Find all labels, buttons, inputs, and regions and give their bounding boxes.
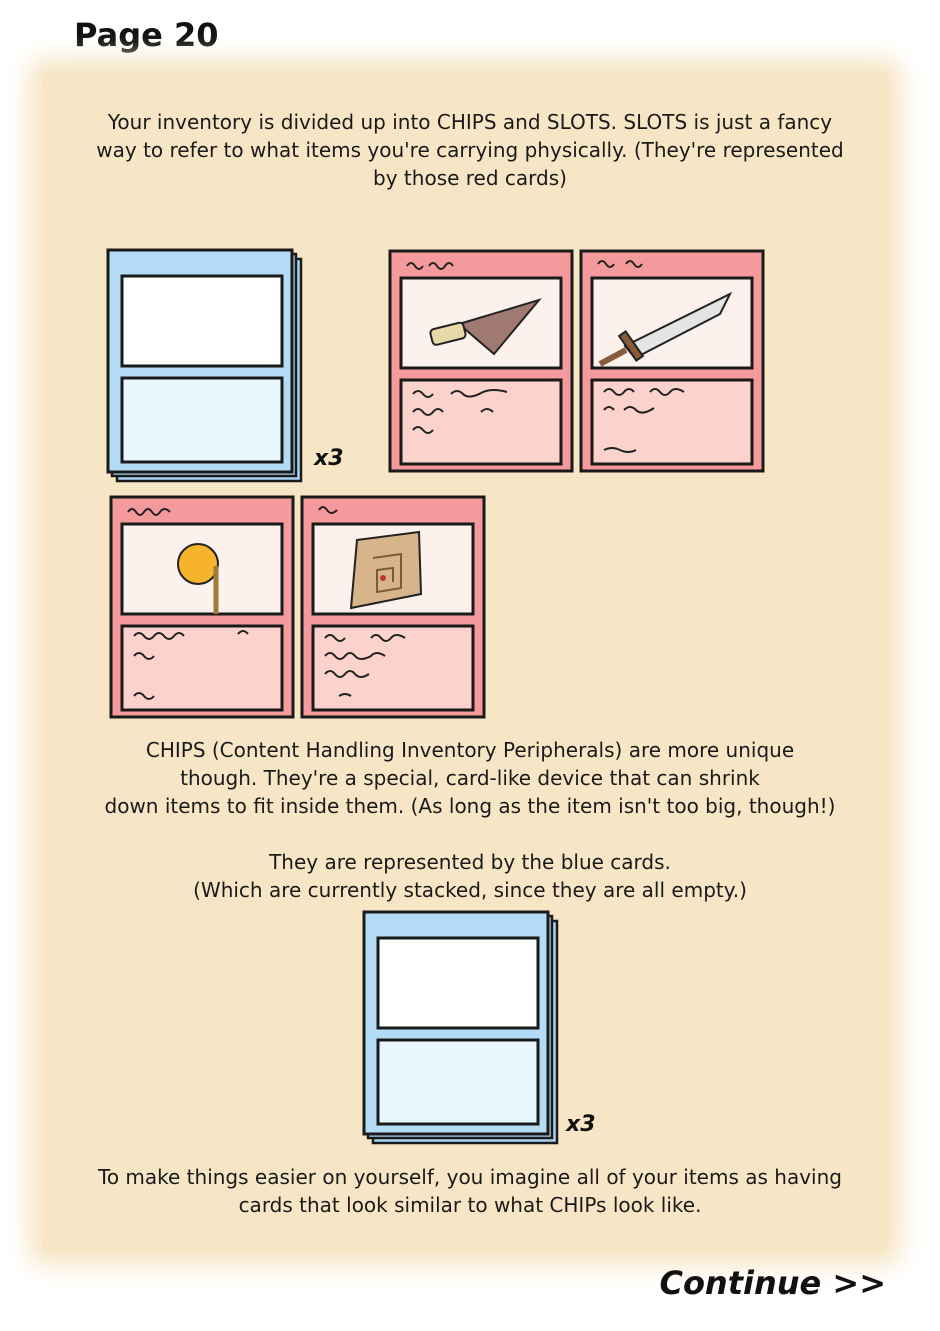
chip-stack-count-2: x3 — [566, 1112, 596, 1137]
page-title: Page 20 — [74, 16, 219, 54]
slot-cards-row-1 — [389, 250, 765, 475]
slot-card-sword — [581, 251, 763, 471]
blue-cards-text — [50, 848, 890, 904]
continue-link[interactable]: Continue >> — [659, 1264, 886, 1302]
intro-line: Your inventory is divided up into CHIPS and SLOTS. SLOTS is just a fancy — [107, 110, 833, 134]
closing-line: To make things easier on yourself, you imagine all of your items as having — [98, 1165, 842, 1189]
chips-line: CHIPS (Content Handling Inventory Peripherals) are more unique — [145, 738, 795, 762]
chip-card — [364, 912, 548, 1134]
chips-line: though. They're a special, card-like device that can shrink — [180, 766, 760, 790]
slot-card-knife — [390, 251, 572, 471]
intro-line: by those red cards) — [373, 166, 567, 190]
chip-card-stack — [108, 250, 308, 485]
chip-card — [108, 250, 292, 472]
blue-line: They are represented by the blue cards. — [269, 850, 671, 874]
blue-line: (Which are currently stacked, since they are all empty.) — [193, 878, 747, 902]
closing-text — [50, 1163, 890, 1219]
chip-card-stack-2 — [364, 912, 564, 1147]
chips-line: down items to fit inside them. (As long as the item isn't too big, though!) — [104, 794, 836, 818]
chip-stack-count: x3 — [314, 446, 344, 471]
chips-text — [50, 736, 890, 820]
slot-card-map — [302, 497, 484, 717]
slot-cards-row-2 — [110, 496, 486, 721]
intro-text — [50, 108, 890, 192]
map-icon — [351, 532, 421, 608]
slot-card-lollipop — [111, 497, 293, 717]
intro-line: way to refer to what items you're carrying physically. (They're represented — [96, 138, 844, 162]
closing-line: cards that look similar to what CHIPs look like. — [238, 1193, 702, 1217]
